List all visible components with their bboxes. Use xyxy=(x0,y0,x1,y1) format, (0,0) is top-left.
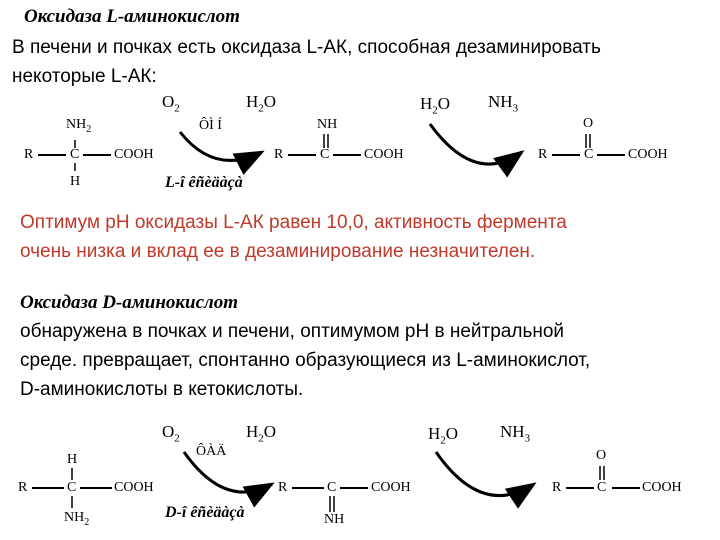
section1-heading: Оксидаза L-аминокислот xyxy=(24,6,240,27)
reaction2-diagram xyxy=(0,414,720,538)
section1-line1: В печени и почках есть оксидаза L-АК, способная дезаминировать xyxy=(12,37,601,58)
carboxyl-group: COOH xyxy=(364,147,404,162)
oxygen-label: $O_2$ xyxy=(162,422,180,445)
amino-group: $NH_2$ xyxy=(66,117,92,135)
section1-line2: некоторые L-АК: xyxy=(12,66,157,87)
hydrogen-atom: H xyxy=(70,174,81,189)
alpha-carbon: C xyxy=(327,480,337,495)
r-group: R xyxy=(24,147,34,162)
r-group: R xyxy=(552,480,562,495)
oxo-group: O xyxy=(583,116,594,131)
cofactor-label: ÔÌ Í xyxy=(199,118,222,133)
enzyme-label: L-î êñèäàçà xyxy=(165,174,243,191)
carboxyl-group: COOH xyxy=(114,147,154,162)
r-group: R xyxy=(274,147,284,162)
note-line2: очень низка и вклад ее в дезаминирование незначителен. xyxy=(20,241,536,262)
hydrogen-atom: H xyxy=(67,452,78,467)
alpha-carbon: C xyxy=(70,147,80,162)
alpha-carbon: C xyxy=(320,147,330,162)
cofactor-label: ÔÀÄ xyxy=(196,444,227,459)
water-label: $H_2O$ xyxy=(420,94,451,117)
section2-line1: обнаружена в почках и печени, оптимумом рН в нейтральной xyxy=(20,321,565,342)
note-line1: Оптимум рН оксидазы L-АК равен 10,0, активность фермента xyxy=(20,212,567,233)
r-group: R xyxy=(278,480,288,495)
water-label: $H_2O$ xyxy=(246,92,277,115)
carboxyl-group: COOH xyxy=(642,480,682,495)
ammonia-label: $NH_3$ xyxy=(488,92,519,115)
reaction1-arrows xyxy=(0,88,720,200)
imino-group: NH xyxy=(324,512,345,527)
reaction1-diagram xyxy=(0,88,720,200)
oxo-group: O xyxy=(596,448,607,463)
section2-line3: D-аминокислоты в кетокислоты. xyxy=(20,379,304,400)
reaction-arrow xyxy=(430,124,522,164)
alpha-carbon: C xyxy=(67,480,77,495)
carboxyl-group: COOH xyxy=(114,480,154,495)
water-label: $H_2O$ xyxy=(428,424,459,447)
reaction-arrow xyxy=(436,452,534,496)
r-group: R xyxy=(538,147,548,162)
section2-line2: среде. превращает, спонтанно образующиеся из L-аминокислот, xyxy=(20,350,591,371)
section2-heading: Оксидаза D-аминокислот xyxy=(20,292,239,313)
enzyme-label: D-î êñèäàçà xyxy=(165,504,245,521)
r-group: R xyxy=(18,480,28,495)
amino-group: $NH_2$ xyxy=(64,510,90,528)
imino-group: NH xyxy=(317,117,338,132)
oxygen-label: $O_2$ xyxy=(162,92,180,115)
alpha-carbon: C xyxy=(597,480,607,495)
water-label: $H_2O$ xyxy=(246,422,277,445)
ammonia-label: $NH_3$ xyxy=(500,422,531,445)
carboxyl-group: COOH xyxy=(371,480,411,495)
alpha-carbon: C xyxy=(584,147,594,162)
reaction2-arrows xyxy=(0,414,720,538)
carboxyl-group: COOH xyxy=(628,147,668,162)
reaction-arrow xyxy=(180,132,262,160)
